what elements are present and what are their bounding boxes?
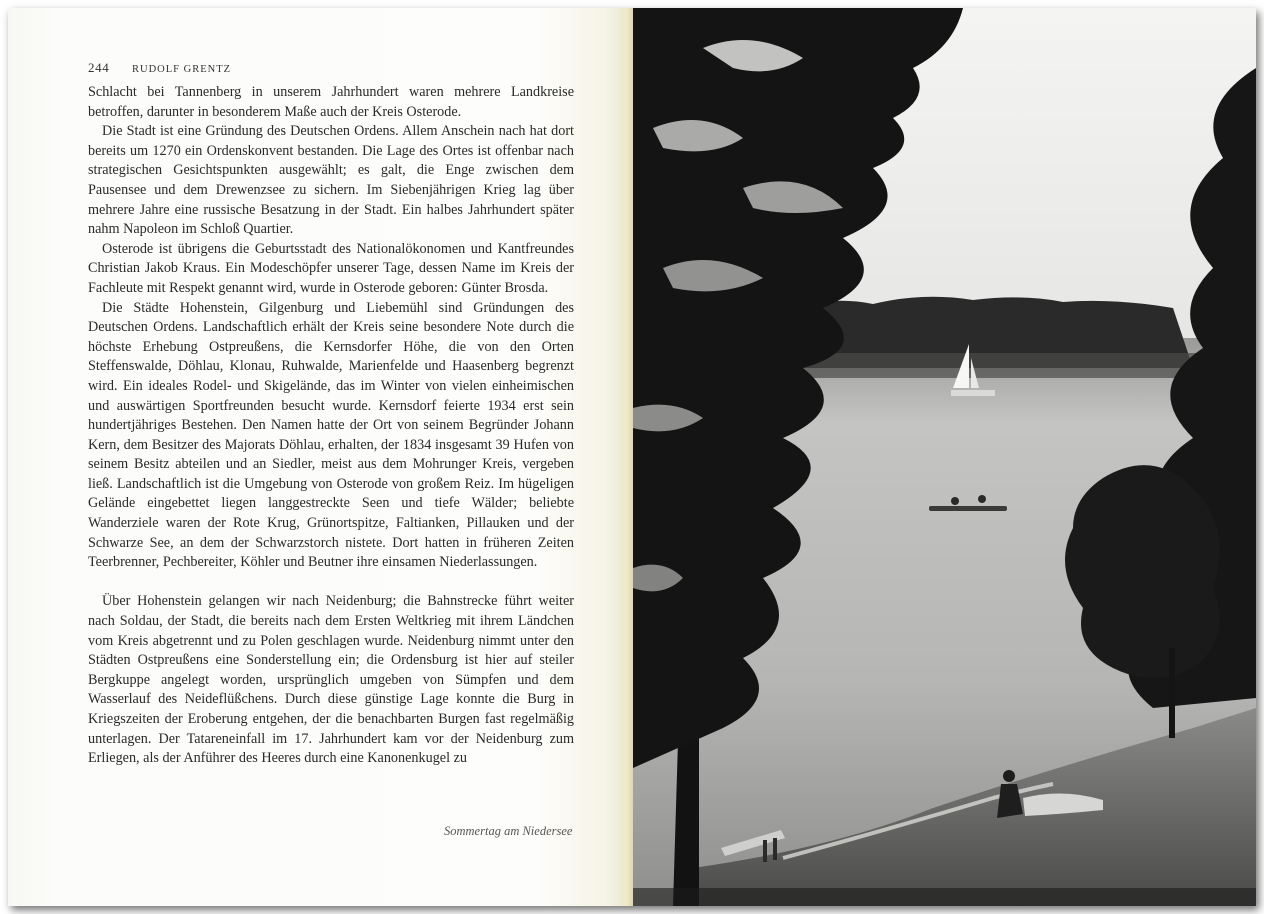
body-text xyxy=(88,83,574,769)
page-number: 244 xyxy=(88,60,110,75)
paragraph: Schlacht bei Tannenberg in unserem Jahrhundert waren mehrere Landkreise betroffen, darunter in besonderem Maße auch der Kreis Osterode. xyxy=(88,84,574,120)
paragraph: Die Stadt ist eine Gründung des Deutschen Ordens. Allem Anschein nach hat dort bereits um 1270 ein Ordenskonvent bestanden. Die Lage des Ortes ist offenbar nach strategischen Gesichtspunkten ausgewählt; es galt, die Enge zwischen dem Pausensee und dem Drewenzsee zu sichern. Im Siebenjährigen Krieg lag über mehrere Jahre eine russische Besatzung in der Stadt. Ein halbes Jahrhundert später nahm Napoleon im Schloß Quartier. xyxy=(88,123,574,238)
photo-caption: Sommertag am Niedersee xyxy=(444,824,573,838)
author-name: RUDOLF GRENTZ xyxy=(132,64,232,75)
book-spread xyxy=(8,8,1256,906)
paragraph: Die Städte Hohenstein, Gilgenburg und Liebemühl sind Gründungen des Deutschen Ordens. Landschaftlich erhält der Kreis seine besondere Note durch die höchste Erhebung Ostpreußens, die Kernsdorfer Höhe, die von den Orten Steffenswalde, Döhlau, Klonau, Ruhwalde, Marienfelde und Haasenberg begrenzt wird. Ein ideales Rodel- und Skigelände, das im Winter von vielen einheimischen und auswärtigen Sportfreunden besucht wurde. Kernsdorf feierte 1934 erst sein hundertjähriges Bestehen. Den Namen hatte der Ort von seinem Begründer Johann Kern, dem Besitzer des Majorats Döhlau, erhalten, der 1834 insgesamt 39 Hufen von seinem Besitz abteilen und an Siedler, meist aus dem Mohrunger Kreis, vergeben ließ. Landschaftlich ist die Umgebung von Osterode von großem Reiz. Im hügeligen Gelände eingebettet liegen langgestreckte Seen und tiefe Wälder; beliebte Wanderziele waren der Rote Krug, Grünortspitze, Faltianken, Pillauken und der Schwarze See, an dem der Schwarzstorch nistete. Dort hatten in früheren Zeiten Teerbrenner, Pechbereiter, Köhler und Beutner ihre einsamen Niederlassungen. xyxy=(88,299,574,571)
paragraph: Über Hohenstein gelangen wir nach Neidenburg; die Bahnstrecke führt weiter nach Soldau, der Stadt, die bereits nach dem Ersten Weltkrieg mit ihrem Ländchen vom Kreis abgetrennt und zu Polen geschlagen wurde. Neidenburg nimmt unter den Städten Ostpreußens eine Sonderstellung ein; die Ordensburg ist hier auf steiler Bergkuppe angelegt worden, ursprünglich umgeben von Sümpfen und dem Wasserlauf des Neideflüßchens. Durch diese günstige Lage konnte die Burg in Kriegszeiten der Eroberung entgehen, der die benachbarten Burgen fast regelmäßig unterlagen. Der Tatareneinfall im 17. Jahrhundert kam vor der Neidenburg zum Erliegen, als der Anführer des Heeres durch eine Kanonenkugel zu xyxy=(88,593,574,767)
left-page xyxy=(8,8,630,906)
book-gutter xyxy=(618,8,634,906)
paragraph: Osterode ist übrigens die Geburtsstadt des Nationalökonomen und Kantfreundes Christian Jakob Kraus. Ein Modeschöpfer unserer Tage, dessen Name im Kreis der Fachleute mit Respekt genannt wird, wurde in Osterode geboren: Günter Brosda. xyxy=(88,240,574,296)
lake-landscape-photo xyxy=(633,8,1256,906)
running-head xyxy=(88,60,231,76)
